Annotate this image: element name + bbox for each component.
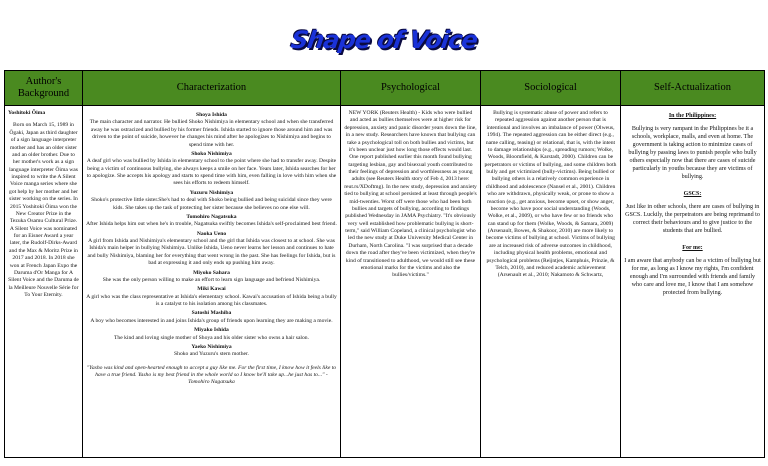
psychological-cell [341,106,481,458]
sa-heading-for-me: For me: [682,245,703,252]
character-3 [86,214,337,229]
header-self-actualization: Self-Actualization [621,71,765,106]
page-title: Shape of Voice [289,26,479,54]
character-desc: She was the only person willing to make an effort to learn sign language and befriend Nishimiya. [102,276,321,283]
sa-text-for-me: I am aware that anybody can be a victim of bullying but for me, as long as I know my rights, I'm confident enough and I'm surrounded with friends and family who care and love me, I know that I am somehow protected from bullying. [624,258,761,297]
character-name: Miyako Ishida [194,327,229,334]
author-name: Yoshitoki Ōima [8,110,46,116]
character-8 [86,327,337,342]
character-desc: Shoko's protective little sister.She's had to deal with Shoko being bullied and being suicidal since they were kids. She takes up the task of protecting her sister because she believes no one else will. [91,197,332,211]
character-name: Shoya Ishida [196,112,227,118]
header-sociological: Sociological [481,71,621,106]
header-characterization: Characterization [83,71,341,106]
character-quote: "Yasho was kind and open-hearted enough to accept a guy like me. For the first time, I know how it feels like to have a true friend. Yasho is my best friend in the whole world so I know he'll take up...he just has to..." - Tomohiro Nagatsuka [86,364,337,386]
character-name: Naoka Ueno [196,230,227,237]
author-cell [5,106,83,458]
character-desc: A girl who was the class representative at Ishida's elementary school. Kawai's accusation of Ishida being a bully is a catalyst to his isolation among his classmates. [86,293,337,307]
characterization-cell [83,106,341,458]
character-name: Satoshi Mashiba [191,310,232,317]
header-author-background: Author's Background [5,71,83,106]
character-desc: The kind and loving single mother of Shoya and his older sister who owns a hair salon. [114,334,309,341]
sa-text-gscs: Just like in other schools, there are cases of bullying in GSCS. Luckily, the perpetrators are being reprimand to correct their behaviours and to give justice to the students that are bullied. [625,204,760,235]
character-desc: A boy who becomes interested in and joins Ishida's group of friends upon learning they are making a movie. [90,317,333,324]
sa-text-philippines: Bullying is very rampant in the Philippines be it a schools, workplace, malls, and even at home. The government is taking action to minimize cases of bullying by passing laws to punish people who bully others especially now that there are cases of suicide particularly in youths because they are victims of bullying. [628,125,757,181]
title-area [0,0,768,68]
character-name: Yaeko Nishimiya [191,343,232,350]
character-name: Yuzuru Nishimiya [189,189,234,196]
character-6 [86,286,337,308]
character-0 [86,112,337,149]
character-9 [86,344,337,359]
character-name: Miki Kawai [197,286,226,293]
sa-heading-philippines: In the Philippines: [668,113,717,119]
character-1 [86,151,337,188]
character-name: Tomohiro Nagatsuka [186,213,237,220]
character-desc: A girl from Ishida and Nishimiya's elementary school and the girl that Ishida was closest to at school. She was Ishida's main helper in bullying Nishimiya. Unlike Ishida, Ueno never learns her lesson and continues to hate and bully Nishimiya, blaming her for everything that went wrong in the past. She has feelings for Ishida, but is bad at expressing it and only ends up pushing him away. [87,238,336,267]
character-desc: Shoko and Yuzuru's stern mother. [174,351,249,358]
character-5 [86,270,337,285]
sociological-cell [481,106,621,458]
sociological-text: Bullying is systematic abuse of power and refers to repeated aggression against another person that is intentional and involves an imbalance of power (Olweus, 1994). The repeated aggression can be either direct (e.g., name calling, teasing) or relational, that is, with the intent to damage relationships (e.g., spreading rumors; Wolke, Woods, Bloomfield, & Karstadt, 2000). Children can be perpetrators or victims of bullying, and some children both bully and get victimized (bully-victims). Being bullied or bullying others is a relatively common experience in childhood and adolescence (Nansel et al., 2001). Children who are withdrawn, physically weak, or prone to show a reaction (e.g., get anxious, become upset, or show anger, become who have poor social understanding (Woods, Wolke, et al., 2009), or who have few or no friends who can stand up for them (Wolke, Woods, & Samara, 2009) (Arsenault, Bowes, & Shakoor, 2010) are more likely to become victims of bullying at school. Victims of bullying are at increased risk of adverse outcomes in childhood, including physical health problems, emotional and psychological problems (Reijntjes, Kamphuis, Prinzie, & Telch, 2010), and reduced academic achievement (Arsenault et al., 2010; Nakamoto & Schwartz, [484,110,617,279]
character-desc: The main character and narrator. He bullied Shoko Nishimiya in elementary school and when she transferred away he was ostracized and bullied by his former friends. Ishida started to ignore those around him and was driven to the point of suicide, however he changes his mind after he apologizes to Nishimiya and begins to spend time with her. [89,119,334,148]
header-row [5,71,765,106]
character-7 [86,310,337,325]
character-name: Miyoko Sahara [193,269,230,276]
content-row [5,106,765,458]
analysis-table [4,70,765,458]
character-2 [86,190,337,212]
self-actualization-cell [621,106,765,458]
character-4 [86,231,337,268]
sa-heading-gscs: GSCS: [683,191,702,198]
header-psychological: Psychological [341,71,481,106]
character-desc: A deaf girl who was bullied by Ishida in elementary school to the point where she had to transfer away. Despite being a victim of continuous bullying, she always keeps a smile on her face. Years later, Ishida searches for her to apologize. She accepts his apology and starts to spend time with him, even falling in love with him when she sees his efforts to redeem himself. [86,158,337,187]
author-bio: Born on March 15, 1989 in Ōgaki, Japan as third daughter of a sign language interpreter mother and has an older sister and an older brother. Due to her mother's work as a sign language interpreter Ōima was inspired to write the A Silent Voice manga series where she got help by her mother and her sister working on the series. In 2015 Yoshitoki Ōima won the New Creator Prize in the Tezuka Osamu Cultural Prize. A Silent Voice was nominated for an Eisner Award a year later, the Rudolf-Dirks-Award and the Max & Moritz Prize in 2017 and 2018. In 2018 she won at French Japan Expo the Daruma d'Or Manga for A Silent Voice and the Daruma de la Meilleure Nouvelle Série for To Your Eternity. [8,122,79,298]
psychological-text: NEW YORK (Reuters Health) - Kids who were bullied and acted as bullies themselves were at higher risk for depression, anxiety and panic disorder years down the line, in a new study. Researchers have known that bullying can take a psychological toll on both bullies and victims, but it's been unclear just how long those effects would last. One report published earlier this month found bullying targeting lesbian, gay and bisexual youth contributed to their feelings of depression and worthlessness as young adults (see Reuters Health story of Feb 4, 2013 here: reut.rs/XDoftmg). In the new study, depression and anxiety tied to bullying at school persisted at least through people's mid-twenties. Worst off were those who had been both bullies and targets of bullying, according to findings published Wednesday in JAMA Psychiatry. "It's obviously very well established how problematic bullying is short-term," said William Copeland, a clinical psychologist who led the new study at Duke University Medical Center in Durham, North Carolina. "I was surprised that a decade down the road after they've been victimized, when they're kind of transitioned to adulthood, we would still see these emotional marks for the victims and also the bullies/victims." [344,110,477,279]
character-name: Shoko Nishimiya [191,150,232,157]
character-desc: After Ishida helps him out when he's in trouble, Nagatsuka swiftly becomes Ishida's self-proclaimed best friend. [86,221,337,228]
